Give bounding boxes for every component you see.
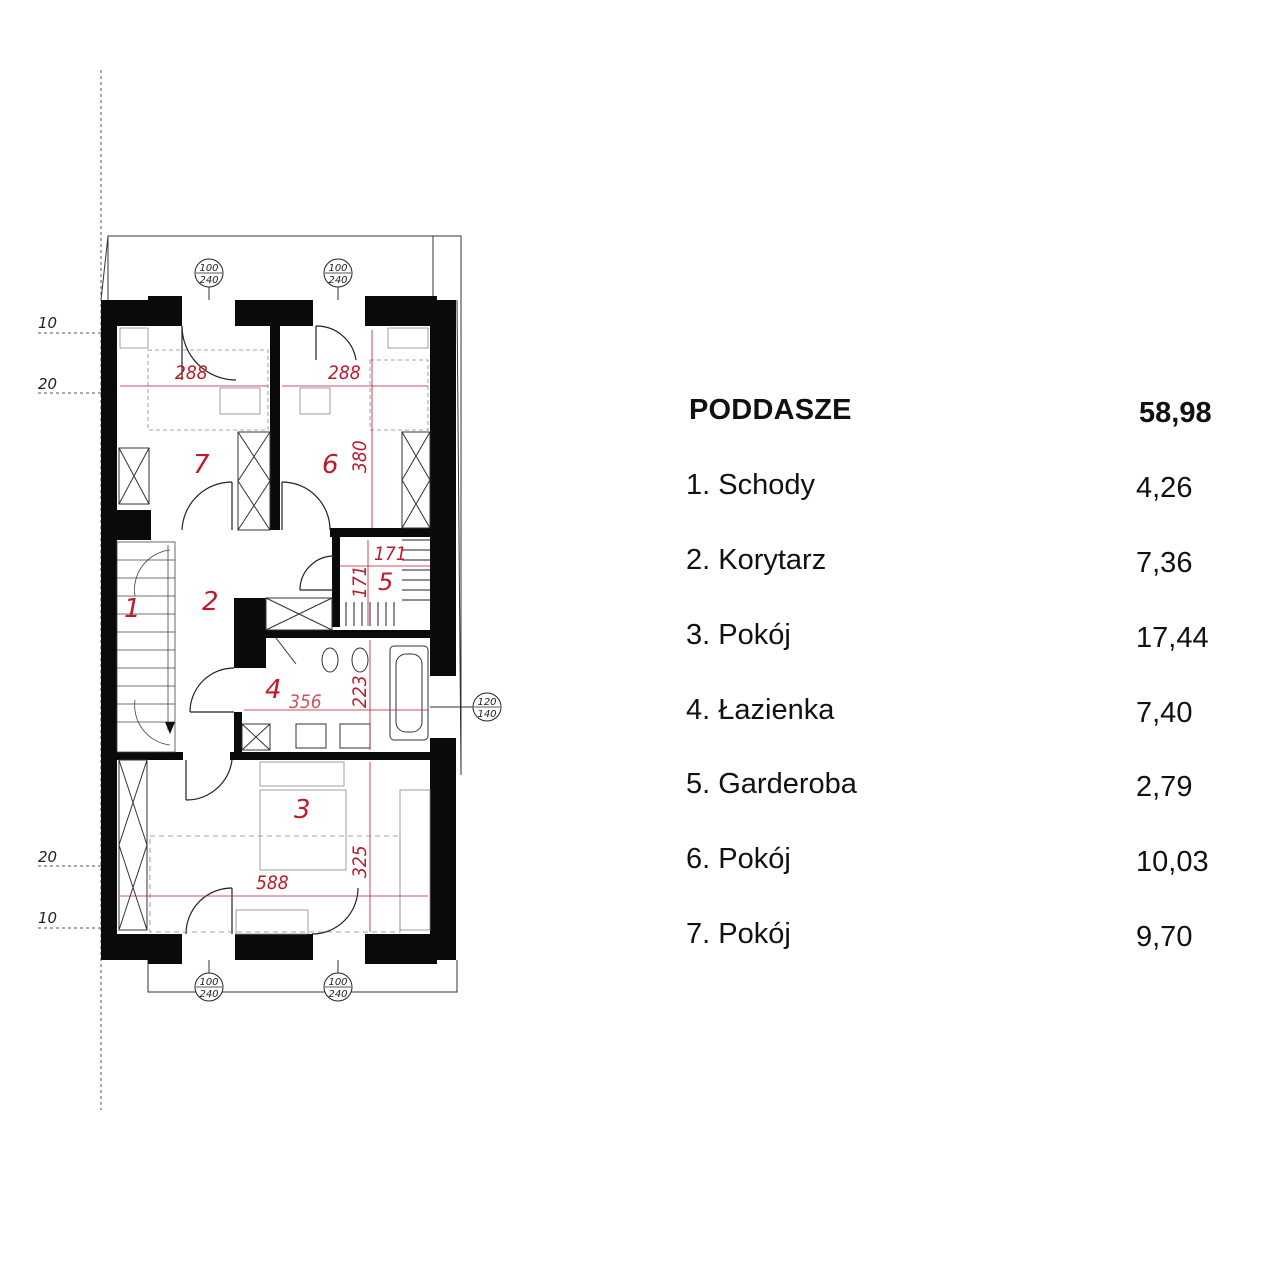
room-number: 4: [265, 675, 282, 705]
room-name: 5. Garderoba: [686, 768, 857, 800]
room-number: 1: [124, 594, 141, 624]
svg-text:240: 240: [199, 989, 219, 1000]
stairs-arrow-icon: [165, 722, 175, 734]
bidet-icon: [352, 648, 368, 672]
room-name: 7. Pokój: [686, 918, 791, 950]
window-tag: [430, 693, 501, 721]
room-name: 3. Pokój: [686, 619, 791, 651]
window-tag: [195, 960, 223, 1001]
room-number: 7: [193, 450, 210, 480]
svg-text:100: 100: [199, 263, 219, 274]
room-name: 1. Schody: [686, 469, 815, 501]
window-tag: [324, 960, 352, 1001]
svg-text:240: 240: [328, 989, 348, 1000]
room-name: 2. Korytarz: [686, 544, 827, 576]
room-number: 6: [322, 450, 339, 480]
room-name: 4. Łazienka: [686, 694, 835, 726]
stairs: [117, 542, 175, 752]
svg-text:100: 100: [328, 977, 348, 988]
dimension-label: 288: [175, 362, 208, 384]
level-markers: [38, 333, 101, 928]
room-number: 3: [294, 795, 311, 825]
room-name: 6. Pokój: [686, 843, 791, 875]
svg-text:240: 240: [199, 275, 219, 286]
window-tag: [324, 259, 352, 300]
legend-title: PODDASZE: [689, 394, 852, 426]
dimension-label: 356: [289, 691, 322, 713]
dimension-label: 288: [328, 362, 361, 384]
level-label: 10: [38, 314, 58, 332]
room-area: 7,40: [1136, 697, 1193, 729]
dimension-label: 171: [349, 565, 371, 598]
room-area: 2,79: [1136, 771, 1193, 803]
level-label: 20: [38, 375, 58, 393]
room-number: 5: [378, 568, 394, 596]
room-area: 9,70: [1136, 921, 1193, 953]
svg-text:100: 100: [328, 263, 348, 274]
dimension-label: 171: [374, 543, 407, 565]
svg-text:120: 120: [477, 697, 497, 708]
level-label: 20: [38, 848, 58, 866]
legend-total: 58,98: [1139, 397, 1212, 429]
dimension-label: 380: [349, 440, 371, 473]
room-area: 7,36: [1136, 547, 1193, 579]
dimension-label: 325: [349, 845, 371, 878]
svg-text:100: 100: [199, 977, 219, 988]
window-tag: [195, 259, 223, 300]
dimension-label: 588: [256, 872, 289, 894]
room-area: 4,26: [1136, 472, 1193, 504]
room-area: 17,44: [1136, 622, 1209, 654]
room-area: 10,03: [1136, 846, 1209, 878]
dimension-label: 223: [349, 675, 371, 708]
svg-text:240: 240: [328, 275, 348, 286]
toilet-icon: [322, 648, 338, 672]
room-number: 2: [202, 587, 219, 617]
level-label: 10: [38, 909, 58, 927]
svg-text:140: 140: [477, 709, 497, 720]
